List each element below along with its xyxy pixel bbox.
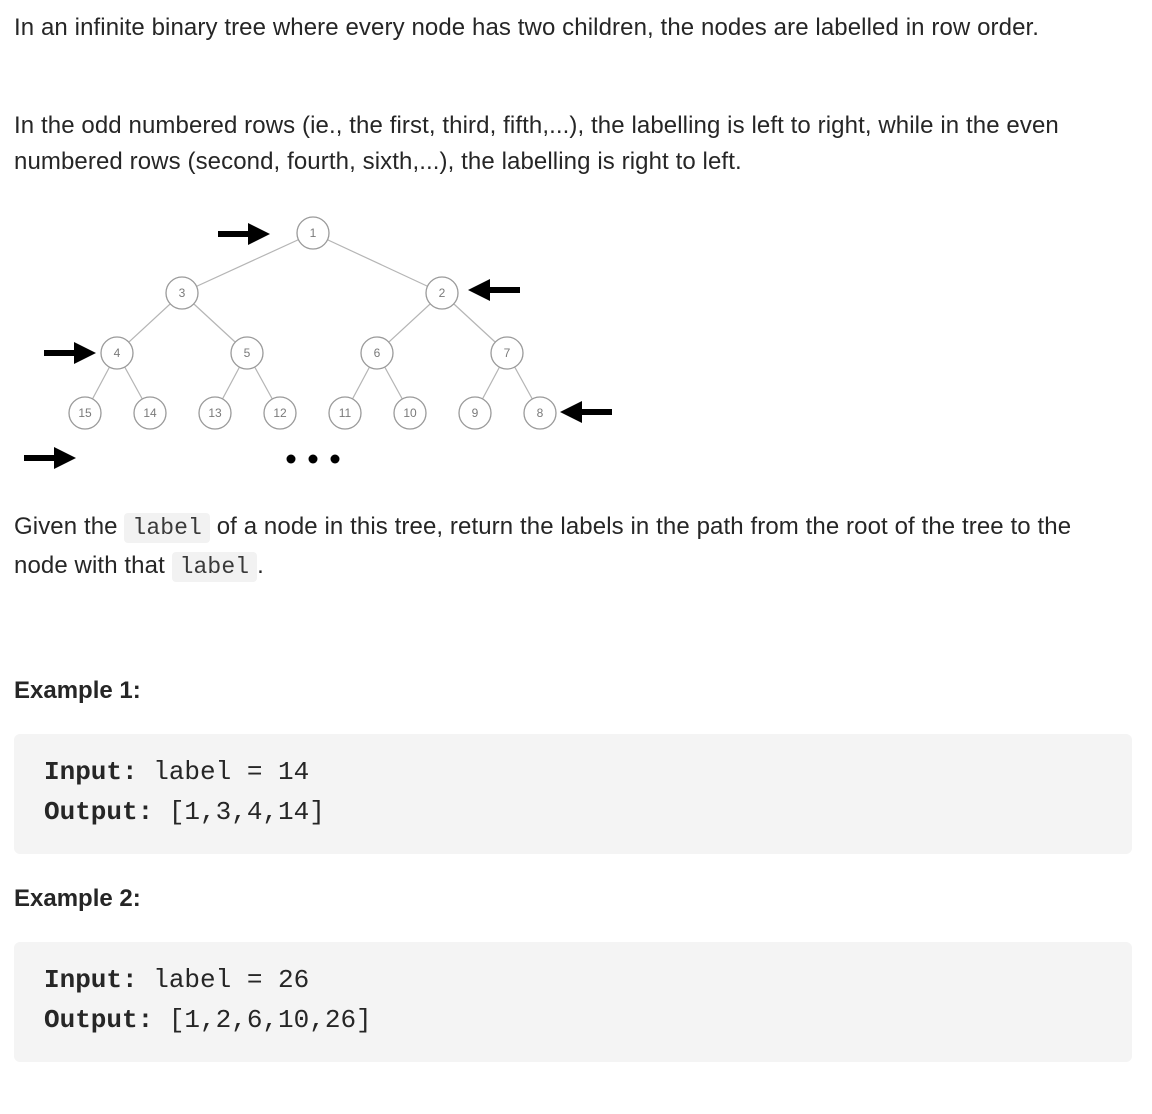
tree-node-label: 5 xyxy=(243,346,251,360)
tree-node-label: 13 xyxy=(208,406,222,420)
arrow-right-icon xyxy=(24,447,76,469)
tree-node-label: 14 xyxy=(143,406,157,420)
tree-node-label: 1 xyxy=(309,226,317,240)
tree-node-label: 11 xyxy=(338,406,352,420)
input-keyword: Input: xyxy=(44,965,138,995)
tree-node-label: 2 xyxy=(438,286,446,300)
label-code: label xyxy=(172,552,258,582)
tree-node-12 xyxy=(264,397,296,429)
arrow-left-icon xyxy=(468,279,520,301)
arrow-right-icon xyxy=(218,223,270,245)
input-value: label = 14 xyxy=(137,757,310,787)
example-1-heading: Example 1: xyxy=(14,677,141,704)
tree-node-label: 6 xyxy=(373,346,381,360)
ellipsis-dot xyxy=(287,455,296,464)
question-text-middle: of a node in this tree, return the labels in the path from the root of the tree to the node with that xyxy=(14,513,1072,579)
tree-node-10 xyxy=(394,397,426,429)
tree-node-14 xyxy=(134,397,166,429)
binary-tree-diagram xyxy=(0,200,640,490)
example-2-heading: Example 2: xyxy=(14,885,141,912)
arrow-right-icon xyxy=(44,342,96,364)
tree-node-1 xyxy=(297,217,329,249)
tree-node-label: 10 xyxy=(403,406,417,420)
tree-node-15 xyxy=(69,397,101,429)
tree-node-9 xyxy=(459,397,491,429)
tree-node-6 xyxy=(361,337,393,369)
tree-node-label: 9 xyxy=(471,406,479,420)
tree-node-2 xyxy=(426,277,458,309)
tree-node-13 xyxy=(199,397,231,429)
example-1-box xyxy=(14,734,1132,854)
example-2-box xyxy=(14,942,1132,1062)
example-1-input xyxy=(44,752,1102,792)
tree-node-5 xyxy=(231,337,263,369)
tree-node-11 xyxy=(329,397,361,429)
example-2-input xyxy=(44,960,1102,1000)
tree-node-3 xyxy=(166,277,198,309)
output-value: [1,3,4,14] xyxy=(153,797,325,827)
tree-node-label: 3 xyxy=(178,286,186,300)
input-keyword: Input: xyxy=(44,757,138,787)
question-text-after: . xyxy=(257,552,264,579)
output-keyword: Output: xyxy=(44,797,154,827)
tree-node-8 xyxy=(524,397,556,429)
ellipsis-dot xyxy=(309,455,318,464)
tree-node-label: 12 xyxy=(273,406,287,420)
arrow-left-icon xyxy=(560,401,612,423)
example-1-output xyxy=(44,792,1102,832)
intro-paragraph-1: In an infinite binary tree where every node has two children, the nodes are labelled in row order. xyxy=(14,14,1040,41)
tree-node-label: 15 xyxy=(78,406,92,420)
tree-edge xyxy=(313,233,442,293)
tree-node-label: 8 xyxy=(536,406,544,420)
output-keyword: Output: xyxy=(44,1005,154,1035)
tree-node-7 xyxy=(491,337,523,369)
example-2-output xyxy=(44,1000,1102,1040)
input-value: label = 26 xyxy=(137,965,310,995)
tree-node-4 xyxy=(101,337,133,369)
question-paragraph xyxy=(14,508,1124,586)
tree-node-label: 4 xyxy=(113,346,121,360)
label-code: label xyxy=(124,513,210,543)
intro-paragraph-2: In the odd numbered rows (ie., the first, third, fifth,...), the labelling is left to right, while in the even numbered rows (second, fourth, sixth,...), the labelling is right to left. xyxy=(14,112,1059,175)
tree-node-label: 7 xyxy=(503,346,511,360)
ellipsis-dots xyxy=(287,455,340,464)
question-text-before: Given the xyxy=(14,513,118,540)
tree-edge xyxy=(182,233,313,293)
ellipsis-dot xyxy=(331,455,340,464)
output-value: [1,2,6,10,26] xyxy=(153,1005,372,1035)
